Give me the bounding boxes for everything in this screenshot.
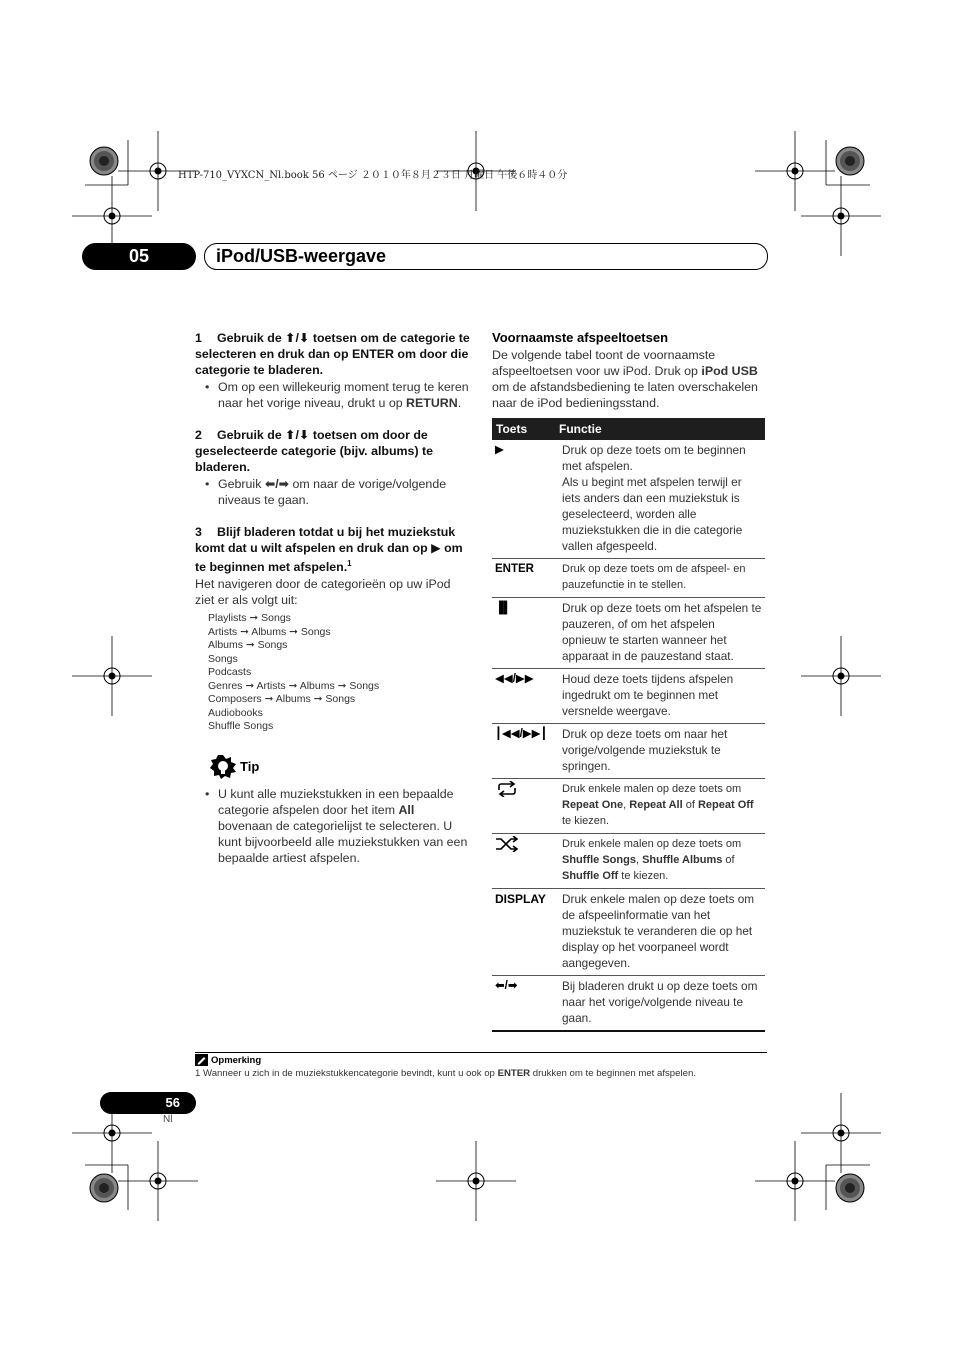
shuffle-icon — [495, 836, 519, 852]
note-heading: Opmerking — [195, 1054, 261, 1066]
row-description: Druk enkele malen op deze toets om Repeat One, Repeat All of Repeat Off te kiezen. — [555, 779, 765, 834]
row-description: Druk enkele malen op deze toets om de afspeelinformatie van het muziekstuk te veranderen die op het display op het voorpaneel wordt aangegeven. — [555, 889, 765, 976]
row-description: Druk op deze toets om naar het vorige/volgende muziekstuk te springen. — [555, 724, 765, 779]
skip-prev-next-icon: ┃◀◀/▶▶┃ — [492, 724, 555, 779]
table-row — [492, 669, 765, 724]
chapter-title: iPod/USB-weergave — [216, 246, 387, 266]
list-item: Playlists ➞ Songs — [208, 612, 291, 625]
book-file-header: HTP-710_VYXCN_Nl.book 56 ページ ２０１０年８月２３日 月曜日 午後６時４０分 — [178, 170, 568, 181]
step-2-bullet: • Gebruik ⬅/➡ om naar de vorige/volgende niveaus te gaan. — [195, 476, 470, 508]
step-number: 1 — [195, 331, 202, 345]
pause-icon: ▐▌ — [492, 598, 555, 669]
lightbulb-icon — [209, 754, 237, 780]
up-down-arrow-icon: ⬆/⬇ — [285, 331, 310, 345]
left-right-arrow-icon: ⬅/➡ — [492, 976, 555, 1032]
right-column — [492, 330, 766, 1032]
tip-heading: Tip — [195, 754, 470, 780]
step-number: 2 — [195, 428, 202, 442]
table-row — [492, 834, 765, 889]
chapter-number: 05 — [82, 243, 196, 270]
play-icon: ▶ — [492, 440, 555, 559]
table-row — [492, 976, 765, 1032]
note-divider — [195, 1052, 767, 1053]
display-key-label: DISPLAY — [492, 889, 555, 976]
table-row — [492, 440, 765, 559]
table-header-row — [492, 418, 765, 440]
up-down-arrow-icon: ⬆/⬇ — [285, 428, 310, 442]
table-row — [492, 779, 765, 834]
row-description: Houd deze toets tijdens afspelen ingedrukt om te beginnen met versnelde weergave. — [555, 669, 765, 724]
playback-keys-table — [492, 418, 765, 1032]
list-item: Shuffle Songs — [208, 720, 274, 733]
step-number: 3 — [195, 525, 202, 539]
footnote-text: 1 Wanneer u zich in de muziekstukkencategorie bevindt, kunt u ook op ENTER drukken om te beginnen met afspelen. — [195, 1068, 696, 1079]
section-title: Voornaamste afspeeltoetsen — [492, 330, 669, 345]
table-row — [492, 724, 765, 779]
step-2: 2 Gebruik de ⬆/⬇ toetsen om door de geselecteerde categorie (bijv. albums) te bladeren. — [195, 428, 434, 474]
page-number: 56 — [100, 1092, 196, 1114]
play-icon: ▶ — [431, 541, 441, 555]
row-description: Druk op deze toets om het afspelen te pauzeren, of om het afspelen opnieuw te starten wanneer het apparaat in de pauzestand staat. — [555, 598, 765, 669]
section-intro: De volgende tabel toont de voornaamste afspeeltoetsen voor uw iPod. Druk op iPod USB om de afstandsbediening te laten overschakelen naar de iPod bedieningsstand. — [492, 348, 758, 410]
list-item: Audiobooks — [208, 706, 263, 719]
row-description: Druk enkele malen op deze toets om Shuffle Songs, Shuffle Albums of Shuffle Off te kiezen. — [555, 834, 765, 889]
table-row — [492, 889, 765, 976]
category-nav-list — [208, 612, 470, 734]
language-code: Nl — [163, 1114, 173, 1125]
step-1: 1 Gebruik de ⬆/⬇ toetsen om de categorie te selecteren en druk dan op ENTER om door die categorie te bladeren. — [195, 331, 470, 377]
list-item: Songs — [208, 652, 238, 665]
note-pencil-icon — [195, 1054, 208, 1066]
row-description: Druk op deze toets om de afspeel- en pauzefunctie in te stellen. — [555, 559, 765, 598]
table-row — [492, 559, 765, 598]
step-3-paragraph: Het navigeren door de categorieën op uw iPod ziet er als volgt uit: — [195, 577, 451, 608]
column-header: Toets — [492, 418, 555, 440]
enter-key-label: ENTER — [492, 559, 555, 598]
table-row — [492, 598, 765, 669]
left-right-arrow-icon: ⬅/➡ — [264, 477, 290, 491]
step-3: 3 Blijf bladeren totdat u bij het muziekstuk komt dat u wilt afspelen en druk dan op ▶ om te beginnen met afspelen.$^1$ — [195, 525, 463, 575]
column-header: Functie — [555, 418, 765, 440]
left-column — [195, 330, 470, 868]
rewind-fast-forward-icon: ◀◀/▶▶ — [492, 669, 555, 724]
list-item: Composers ➞ Albums ➞ Songs — [208, 693, 356, 706]
list-item: Genres ➞ Artists ➞ Albums ➞ Songs — [208, 679, 380, 692]
list-item: Artists ➞ Albums ➞ Songs — [208, 625, 331, 638]
list-item: Podcasts — [208, 666, 252, 679]
repeat-icon — [495, 781, 519, 797]
tip-bullet: • U kunt alle muziekstukken in een bepaalde categorie afspelen door het item All bovenaan de categorielijst te selecteren. U kunt bijvoorbeeld alle muziekstukken van een bepaalde artiest afspelen. — [195, 786, 470, 866]
footnote-ref: 1 — [347, 559, 352, 568]
step-1-bullet: • Om op een willekeurig moment terug te keren naar het vorige niveau, drukt u op RETURN. — [195, 379, 470, 411]
list-item: Albums ➞ Songs — [208, 639, 288, 652]
row-description: Bij bladeren drukt u op deze toets om naar het vorige/volgende niveau te gaan. — [555, 976, 765, 1032]
row-description: Druk op deze toets om te beginnen met afspelen. Als u begint met afspelen terwijl er iets anders dan een muziekstuk is geselecteerd, worden alle muziekstukken die in die categorie vallen afgespeeld. — [555, 440, 765, 559]
